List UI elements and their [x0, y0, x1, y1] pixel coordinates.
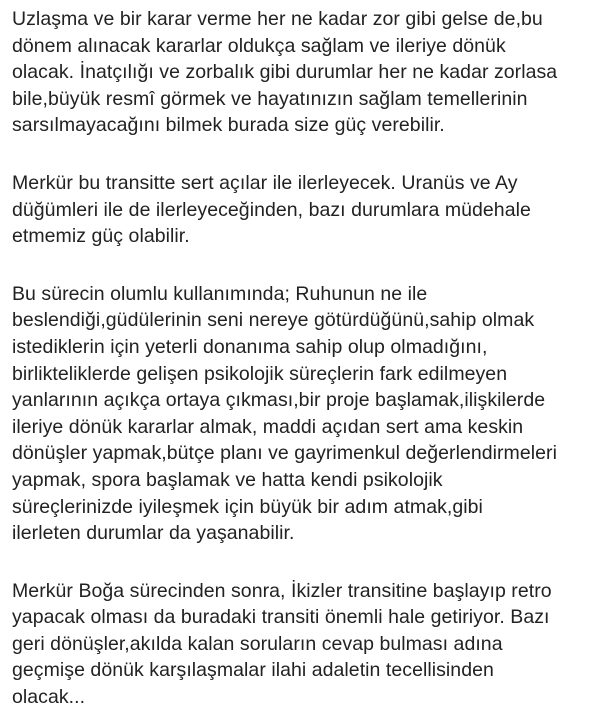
- text-line: geri dönüşler,akılda kalan soruların cevap bulması adına: [12, 632, 503, 655]
- paragraph-positive-use: [12, 281, 588, 547]
- text-line: Bu sürecin olumlu kullanımında; Ruhunun ne ile: [12, 282, 428, 305]
- text-line: süreçlerinizde iyileşmek için büyük bir adım atmak,gibi: [12, 495, 483, 518]
- paragraph-gemini-transit: [12, 578, 588, 711]
- text-line: Merkür Boğa sürecinden sonra, İkizler transitine başlayıp retro: [12, 579, 552, 602]
- text-line: düğümleri ile de ilerleyeceğinden, bazı durumlara müdehale: [12, 198, 531, 221]
- text-line: olacak. İnatçılığı ve zorbalık gibi durumlar her ne kadar zorlasa: [12, 61, 558, 84]
- text-line: dönem alınacak kararlar oldukça sağlam ve ileriye dönük: [12, 34, 506, 57]
- text-line: ilerleten durumlar da yaşanabilir.: [12, 522, 295, 545]
- text-line: yapacak olması da buradaki transiti önemli hale getiriyor. Bazı: [12, 606, 550, 629]
- paragraph-mercury-transit: [12, 170, 588, 250]
- text-line: ileriye dönük kararlar almak, maddi açıdan sert ama keskin: [12, 415, 524, 438]
- text-line: yapmak, spora başlamak ve hatta kendi psikolojik: [12, 468, 443, 491]
- text-line: bile,büyük resmî görmek ve hayatınızın sağlam temellerinin: [12, 87, 528, 110]
- text-line: Merkür bu transitte sert açılar ile ilerleyecek. Uranüs ve Ay: [12, 171, 518, 194]
- text-line: olacak...: [12, 686, 86, 709]
- paragraph-consensus: [12, 6, 588, 139]
- text-line: birlikteliklerde gelişen psikolojik süreçlerin fark edilmeyen: [12, 362, 508, 385]
- text-line: istediklerin için yeterli donanıma sahip olup olmadığını,: [12, 335, 488, 358]
- text-line: etmemiz güç olabilir.: [12, 225, 190, 248]
- text-line: sarsılmayacağını bilmek burada size güç verebilir.: [12, 114, 445, 137]
- text-line: geçmişe dönük karşılaşmalar ilahi adaletin tecellisinden: [12, 659, 494, 682]
- text-line: beslendiği,güdülerinin seni nereye götürdüğünü,sahip olmak: [12, 309, 535, 332]
- text-line: yanlarının açıkça ortaya çıkması,bir proje başlamak,ilişkilerde: [12, 389, 546, 412]
- text-line: Uzlaşma ve bir karar verme her ne kadar zor gibi gelse de,bu: [12, 8, 543, 30]
- text-line: dönüşler yapmak,bütçe planı ve gayrimenkul değerlendirmeleri: [12, 442, 557, 465]
